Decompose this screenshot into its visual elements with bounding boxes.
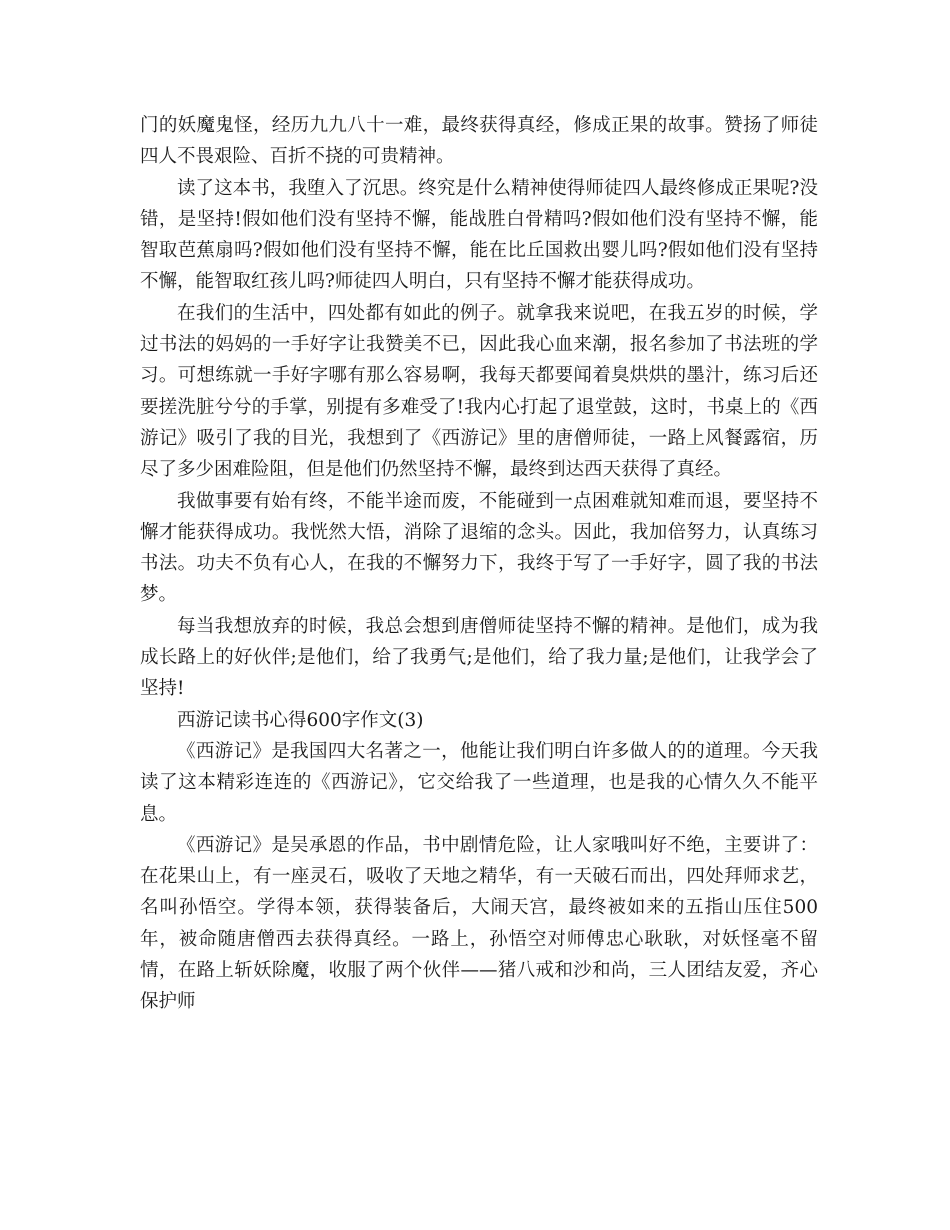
section-heading: 西游记读书心得600字作文(3) [177, 709, 424, 731]
paragraph-5: 每当我想放弃的时候，我总会想到唐僧师徒坚持不懈的精神。是他们，成为我成长路上的好伙伴;是他们，给了我勇气;是他们，给了我力量;是他们，让我学会了坚持! [140, 615, 818, 700]
paragraph-1: 门的妖魔鬼怪，经历九九八十一难，最终获得真经，修成正果的故事。赞扬了师徒四人不畏艰险、百折不挠的可贵精神。 [140, 115, 818, 168]
paragraph-7: 《西游记》是吴承恩的作品，书中剧情危险，让人家哦叫好不绝，主要讲了：在花果山上，有一座灵石，吸收了天地之精华，有一天破石而出，四处拜师求艺，名叫孙悟空。学得本领，获得装备后，大闹天宫，最终被如来的五指山压住500年，被命随唐僧西去获得真经。一路上，孙悟空对师傅忠心耿耿，对妖怪毫不留情，在路上斩妖除魔，收服了两个伙伴——猪八戒和沙和尚，三人团结友爱，齐心保护师 [140, 834, 818, 1013]
paragraph-6: 《西游记》是我国四大名著之一，他能让我们明白许多做人的的道理。今天我读了这本精彩连连的《西游记》，它交给我了一些道理，也是我的心情久久不能平息。 [140, 740, 818, 825]
paragraph-3: 在我们的生活中，四处都有如此的例子。就拿我来说吧，在我五岁的时候，学过书法的妈妈的一手好字让我赞美不已，因此我心血来潮，报名参加了书法班的学习。可想练就一手好字哪有那么容易啊，我每天都要闻着臭烘烘的墨汁，练习后还要搓洗脏兮兮的手掌，别提有多难受了!我内心打起了退堂鼓，这时，书桌上的《西游记》吸引了我的目光，我想到了《西游记》里的唐僧师徒，一路上风餐露宿，历尽了多少困难险阻，但是他们仍然坚持不懈，最终到达西天获得了真经。 [140, 302, 818, 481]
paragraph-2: 读了这本书，我堕入了沉思。终究是什么精神使得师徒四人最终修成正果呢?没错，是坚持!假如他们没有坚持不懈，能战胜白骨精吗?假如他们没有坚持不懈，能智取芭蕉扇吗?假如他们没有坚持不懈，能在比丘国救出婴儿吗?假如他们没有坚持不懈，能智取红孩儿吗?师徒四人明白，只有坚持不懈才能获得成功。 [140, 177, 818, 293]
article-body [140, 110, 818, 1018]
paragraph-4: 我做事要有始有终，不能半途而废，不能碰到一点困难就知难而退，要坚持不懈才能获得成功。我恍然大悟，消除了退缩的念头。因此，我加倍努力，认真练习书法。功夫不负有心人，在我的不懈努力下，我终于写了一手好字，圆了我的书法梦。 [140, 490, 818, 606]
